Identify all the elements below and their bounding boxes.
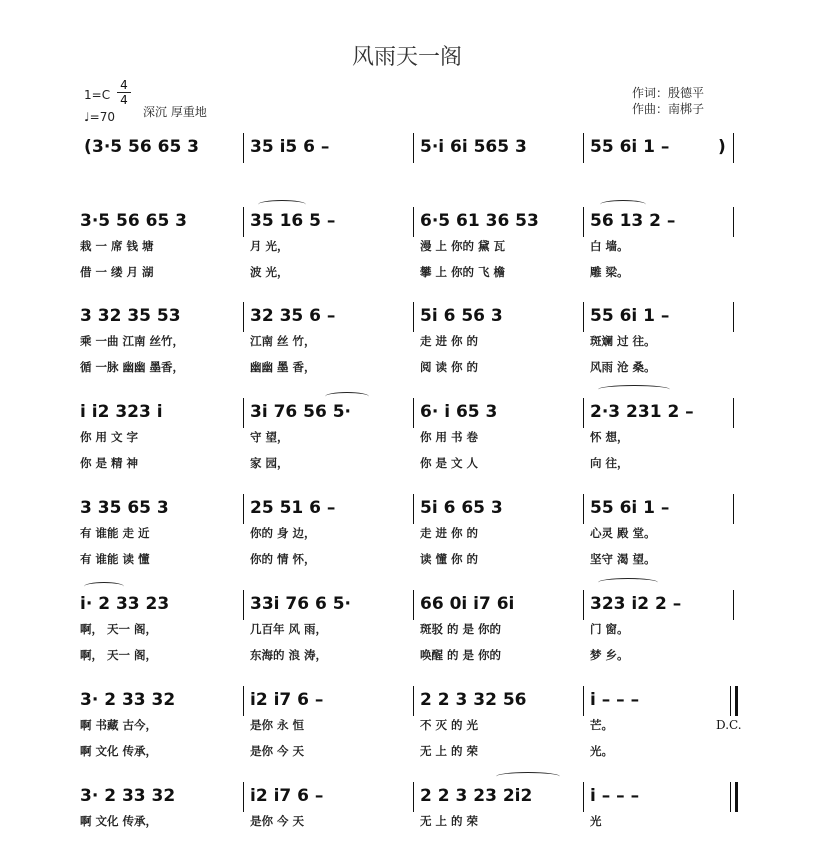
song-title: 风雨天一阁 — [351, 45, 462, 70]
slur — [258, 200, 306, 209]
barline — [243, 494, 244, 524]
slur — [496, 772, 560, 781]
slur — [598, 385, 670, 394]
lyric-line-1: 走 进 你 的 — [420, 526, 479, 540]
lyric-line-2: 借 一 缕 月 湖 — [80, 265, 154, 279]
lyric-line-1: 无 上 的 荣 — [420, 814, 479, 828]
expression-marking: 深沉 厚重地 — [143, 105, 207, 119]
lyric-line-2: 啊， 天一 阁， — [80, 648, 158, 662]
lyric-line-1: 漫 上 你的 黛 瓦 — [420, 239, 506, 253]
lyric-line-1: 门 窗。 — [590, 622, 629, 636]
lyric-line-1: 月 光， — [250, 239, 289, 253]
slur — [598, 578, 658, 587]
lyric-line-1: 斑驳 的 是 你的 — [420, 622, 502, 636]
measure-notes: 55 6i 1 – — [590, 306, 670, 326]
key-signature: 1=C — [84, 88, 111, 102]
final-barline-thin — [730, 686, 731, 716]
barline — [583, 494, 584, 524]
barline — [243, 207, 244, 237]
lyric-line-1: 乘 一曲 江南 丝竹， — [80, 334, 185, 348]
barline — [243, 302, 244, 332]
measure-notes: i – – – — [590, 786, 640, 806]
lyric-line-1: 江南 丝 竹， — [250, 334, 316, 348]
barline — [733, 590, 734, 620]
time-signature — [117, 78, 131, 107]
lyric-line-1: 守 望， — [250, 430, 289, 444]
measure-notes: 32 35 6 – — [250, 306, 336, 326]
lyric-line-1: 心灵 殿 堂。 — [590, 526, 656, 540]
lyric-line-1: 啊， 天一 阁， — [80, 622, 158, 636]
intro-close-paren: ) — [718, 137, 726, 157]
final-barline-thick — [735, 686, 738, 716]
measure-notes: 6· i 65 3 — [420, 402, 498, 422]
barline — [413, 590, 414, 620]
measure-notes: 2 2 3 23 2i2 — [420, 786, 533, 806]
measure-notes: i i2 323 i — [80, 402, 163, 422]
barline — [413, 302, 414, 332]
lyric-line-2: 光。 — [590, 744, 613, 758]
barline — [733, 494, 734, 524]
lyric-line-1: 光 — [590, 814, 602, 828]
measure-notes: 35 16 5 – — [250, 211, 336, 231]
lyric-line-2: 啊 文化 传承， — [80, 744, 158, 758]
lyric-line-1: 你的 身 边， — [250, 526, 316, 540]
measure-notes: i – – – — [590, 690, 640, 710]
lyric-line-2: 向 往， — [590, 456, 629, 470]
measure-notes: i· 2 33 23 — [80, 594, 170, 614]
lyric-line-1: 啊 书藏 古今， — [80, 718, 158, 732]
barline — [413, 133, 414, 163]
lyric-line-1: 你 用 书 卷 — [420, 430, 479, 444]
lyric-line-2: 阅 读 你 的 — [420, 360, 479, 374]
lyric-line-1: 不 灭 的 光 — [420, 718, 479, 732]
lyric-line-2: 波 光， — [250, 265, 289, 279]
lyric-line-2: 是你 今 天 — [250, 744, 305, 758]
measure-notes: i2 i7 6 – — [250, 786, 324, 806]
lyric-line-1: 有 谁能 走 近 — [80, 526, 150, 540]
lyric-line-1: 斑斓 过 往。 — [590, 334, 656, 348]
lyric-line-2: 坚守 渴 望。 — [590, 552, 656, 566]
barline — [243, 782, 244, 812]
barline — [583, 302, 584, 332]
lyric-line-2: 风雨 沧 桑。 — [590, 360, 656, 374]
lyric-line-2: 循 一脉 幽幽 墨香， — [80, 360, 185, 374]
barline — [413, 782, 414, 812]
lyricist-credit: 作词：殷德平 — [632, 86, 705, 100]
slur — [600, 200, 646, 209]
lyric-line-1: 走 进 你 的 — [420, 334, 479, 348]
lyric-line-1: 白 墙。 — [590, 239, 629, 253]
barline — [583, 207, 584, 237]
measure-notes: 2·3 231 2 – — [590, 402, 694, 422]
measure-notes: 323 i2 2 – — [590, 594, 682, 614]
slur — [325, 392, 369, 401]
barline — [733, 398, 734, 428]
barline — [413, 686, 414, 716]
intro-measure-1: 3·5 56 65 3 — [92, 137, 200, 157]
intro-measure-3: 5·i 6i 565 3 — [420, 137, 527, 157]
final-barline-thick — [735, 782, 738, 812]
lyric-line-2: 攀 上 你的 飞 檐 — [420, 265, 506, 279]
time-signature-top: 4 — [117, 78, 131, 93]
barline — [583, 686, 584, 716]
lyric-line-1: 怀 想， — [590, 430, 629, 444]
measure-notes: 3·5 56 65 3 — [80, 211, 188, 231]
slur — [84, 582, 124, 591]
measure-notes: 3· 2 33 32 — [80, 690, 176, 710]
barline — [243, 398, 244, 428]
measure-notes: 66 0i i7 6i — [420, 594, 515, 614]
measure-notes: 25 51 6 – — [250, 498, 336, 518]
measure-notes: 5i 6 65 3 — [420, 498, 503, 518]
measure-notes: 3 35 65 3 — [80, 498, 169, 518]
measure-notes: 3i 76 56 5· — [250, 402, 352, 422]
lyric-line-2: 你的 情 怀， — [250, 552, 316, 566]
lyric-line-2: 唤醒 的 是 你的 — [420, 648, 502, 662]
barline — [413, 398, 414, 428]
measure-notes: 3· 2 33 32 — [80, 786, 176, 806]
measure-notes: 6·5 61 36 53 — [420, 211, 539, 231]
barline — [583, 398, 584, 428]
measure-notes: 55 6i 1 – — [590, 498, 670, 518]
lyric-line-2: 梦 乡。 — [590, 648, 629, 662]
lyric-line-2: 读 懂 你 的 — [420, 552, 479, 566]
lyric-line-1: 芒。 — [590, 718, 613, 732]
final-barline-thin — [730, 782, 731, 812]
composer-credit: 作曲：南梆子 — [632, 102, 705, 116]
measure-notes: 5i 6 56 3 — [420, 306, 503, 326]
lyric-line-1: 栽 一 席 钱 塘 — [80, 239, 154, 253]
measure-notes: 2 2 3 32 56 — [420, 690, 527, 710]
measure-notes: i2 i7 6 – — [250, 690, 324, 710]
barline — [413, 207, 414, 237]
measure-notes: 56 13 2 – — [590, 211, 676, 231]
barline — [733, 207, 734, 237]
da-capo-mark: D.C. — [716, 718, 742, 732]
barline — [583, 133, 584, 163]
intro-measure-4: 55 6i 1 – — [590, 137, 670, 157]
lyric-line-2: 你 是 精 神 — [80, 456, 139, 470]
lyric-line-1: 你 用 文 字 — [80, 430, 139, 444]
intro-measure-2: 35 i5 6 – — [250, 137, 330, 157]
measure-notes: 3 32 35 53 — [80, 306, 181, 326]
lyric-line-1: 是你 今 天 — [250, 814, 305, 828]
barline — [243, 133, 244, 163]
intro-open-paren: ( — [84, 137, 92, 157]
lyric-line-2: 家 园， — [250, 456, 289, 470]
lyric-line-2: 无 上 的 荣 — [420, 744, 479, 758]
barline — [413, 494, 414, 524]
time-signature-bottom: 4 — [120, 93, 128, 107]
barline — [243, 590, 244, 620]
barline — [583, 782, 584, 812]
lyric-line-1: 啊 文化 传承， — [80, 814, 158, 828]
lyric-line-1: 是你 永 恒 — [250, 718, 305, 732]
lyric-line-2: 雕 梁。 — [590, 265, 629, 279]
lyric-line-2: 幽幽 墨 香， — [250, 360, 316, 374]
barline — [243, 686, 244, 716]
measure-notes: 33i 76 6 5· — [250, 594, 352, 614]
barline — [733, 133, 734, 163]
lyric-line-2: 你 是 文 人 — [420, 456, 479, 470]
lyric-line-2: 东海的 浪 涛， — [250, 648, 328, 662]
barline — [583, 590, 584, 620]
lyric-line-1: 几百年 风 雨， — [250, 622, 328, 636]
barline — [733, 302, 734, 332]
lyric-line-2: 有 谁能 读 懂 — [80, 552, 150, 566]
tempo-marking: ♩=70 — [84, 110, 115, 124]
